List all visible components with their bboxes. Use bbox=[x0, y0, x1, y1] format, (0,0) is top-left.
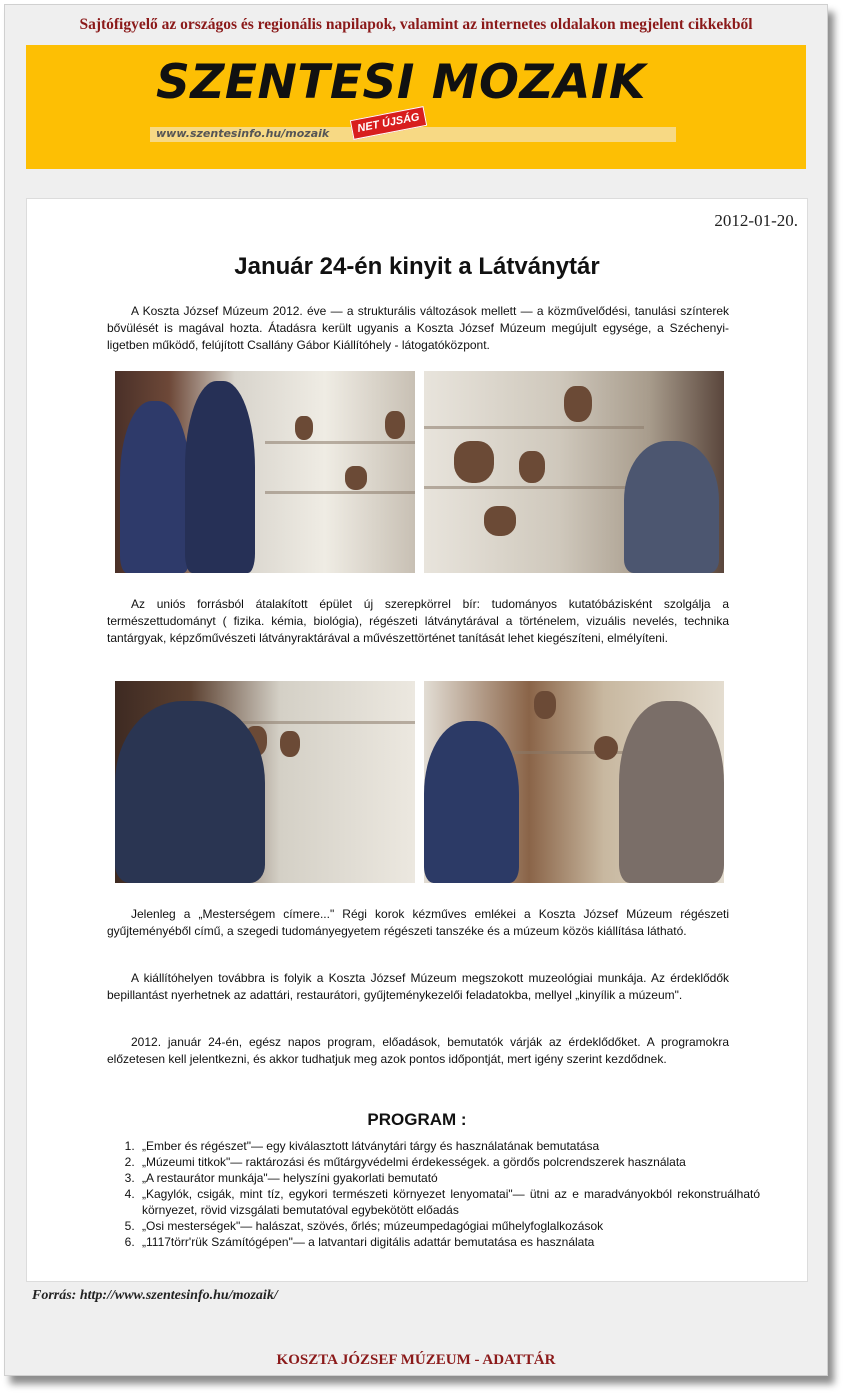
source-line: Forrás: http://www.szentesinfo.hu/mozaik/ bbox=[32, 1288, 278, 1303]
program-item: 6. „1117törr'rük Számítógépen"— a latvantari digitális adattár bemutatása es használata bbox=[138, 1234, 760, 1250]
program-item: 5. „Osi mesterségek"— halászat, szövés, őrlés; múzeumpedagógiai műhelyfoglalkozások bbox=[138, 1218, 760, 1234]
url-strip bbox=[150, 127, 676, 142]
program-list bbox=[107, 1138, 760, 1250]
article-panel bbox=[26, 198, 808, 1282]
article-paragraph: 2012. január 24-én, egész napos program, előadások, bemutatók várják az érdeklődőket. A programokra előzetesen kell jelentkezni, és akkor tudhatjuk meg azok pontos időpontját, mert igény szerint kezdődnek. bbox=[107, 1035, 729, 1066]
press-review-heading: Sajtófigyelő az országos és regionális napilapok, valamint az internetes oldalakon megjelent cikkekből bbox=[79, 16, 753, 33]
page-sheet bbox=[4, 4, 828, 1376]
museum-photo bbox=[424, 371, 724, 573]
museum-photo bbox=[424, 681, 724, 883]
program-heading: PROGRAM : bbox=[367, 1110, 467, 1129]
program-item: 3. „A restaurátor munkája"— helyszíni gyakorlati bemutató bbox=[138, 1170, 760, 1186]
article-paragraph: A kiállítóhelyen továbbra is folyik a Koszta József Múzeum megszokott muzeológiai munkája. Az érdeklődők bepillantást nyerhetnek az adattári, restaurátori, gyűjteménykezelői feladatokba, mellyel „kinyílik a múzeum". bbox=[107, 971, 729, 1002]
museum-photo bbox=[115, 371, 415, 573]
masthead-title: SZENTESI MOZAIK bbox=[156, 55, 646, 110]
masthead-url[interactable]: www.szentesinfo.hu/mozaik bbox=[156, 127, 330, 140]
program-item: 2. „Múzeumi titkok"— raktározási és műtárgyvédelmi érdekességek. a gördős polcrendszerek használata bbox=[138, 1154, 760, 1170]
net-ujsag-badge: NET ÚJSÁG bbox=[350, 106, 427, 140]
museum-photo bbox=[115, 681, 415, 883]
masthead-banner bbox=[26, 45, 806, 169]
article-title: Január 24-én kinyit a Látványtár bbox=[234, 253, 600, 280]
article-date: 2012-01-20. bbox=[714, 211, 798, 230]
program-item: 4. „Kagylók, csigák, mint tíz, egykori természeti környezet lenyomatai"— ütni az e maradványokból rekonstruálható környezet, rövid vizsgálati bemutatóval egybekötött előadás bbox=[138, 1186, 760, 1218]
article-paragraph: Az uniós forrásból átalakított épület új szerepkörrel bír: tudományos kutatóbázisként szolgálja a természettudományt ( fizika. kémia, biológia), régészeti látványtárával a történelem, vizuális nevelés, technika tantárgyak, képzőművészeti látványraktárával a művészettörténet tanítását lehet kiegészíteni, elmélyíteni. bbox=[107, 597, 729, 645]
article-paragraph: Jelenleg a „Mesterségem címere..." Régi korok kézműves emlékei a Koszta József Múzeum régészeti gyűjteményéből című, a szegedi tudományegyetem régészeti tanszéke és a múzeum közös kiállítása látható. bbox=[107, 907, 729, 938]
program-item: 1. „Ember és régészet"— egy kiválasztott látványtári tárgy és használatának bemutatása bbox=[138, 1138, 760, 1154]
footer-archive-label: KOSZTA JÓZSEF MÚZEUM - ADATTÁR bbox=[276, 1352, 556, 1368]
article-paragraph: A Koszta József Múzeum 2012. éve — a strukturális változások mellett — a közművelődési, tanulási színterek bővülését is magával hozta. Átadásra került ugyanis a Koszta József Múzeum megújult egysége, a Széchenyi-ligetben működő, felújított Csallány Gábor Kiállítóhely - látogatóközpont. bbox=[107, 304, 729, 352]
